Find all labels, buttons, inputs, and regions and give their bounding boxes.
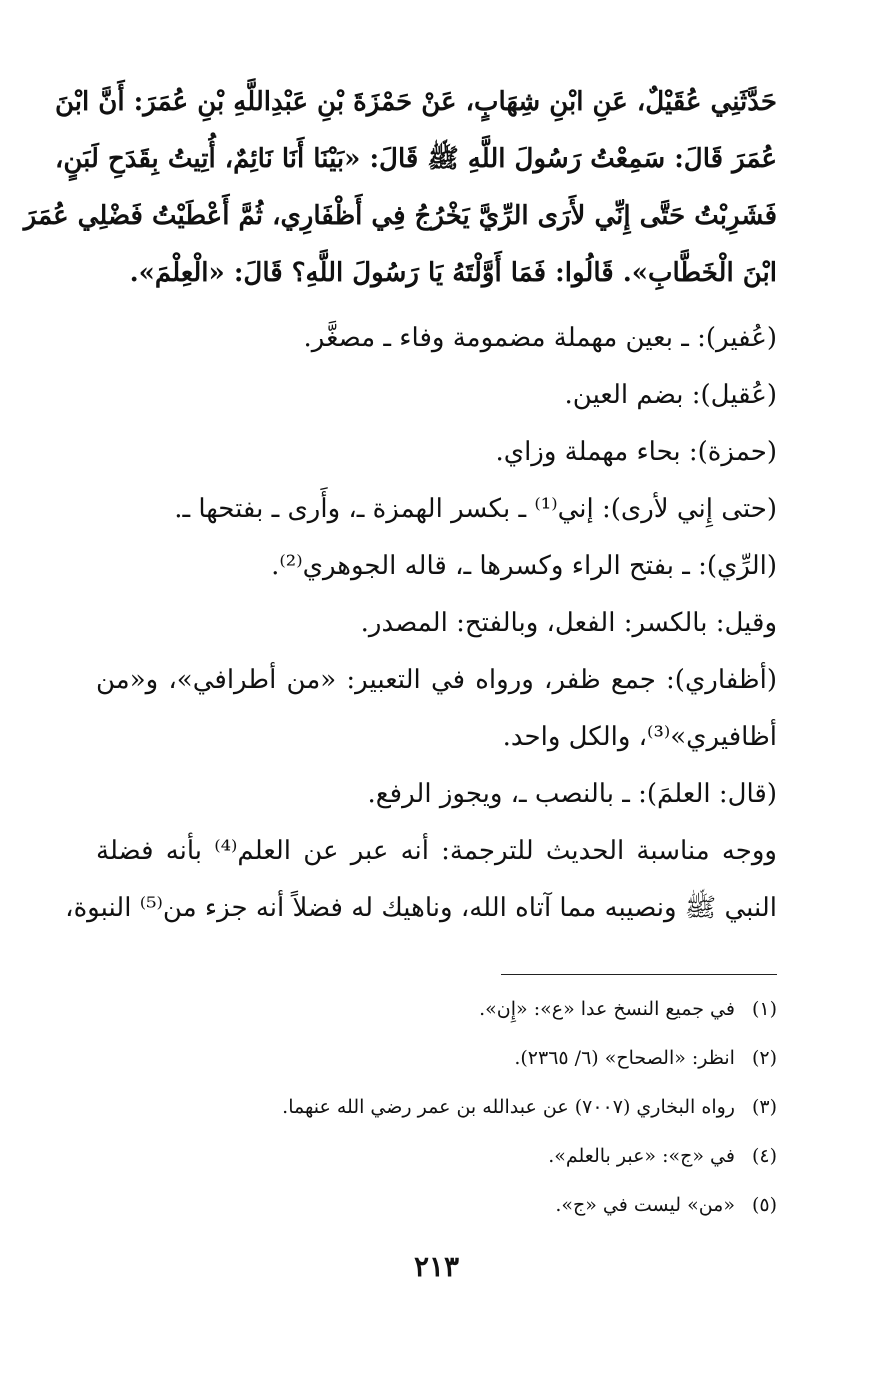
footnote-3: [120, 1083, 777, 1132]
footnote-text: انظر: «الصحاح» (٦/ ٢٣٦٥).: [514, 1047, 735, 1069]
hadith-line-3: فَشَرِبْتُ حَتَّى إِنِّي لأَرَى الرِّيَّ يَخْرُجُ فِي أَظْفَارِي، ثُمَّ أَعْطَيْتُ فَضْلِي عُمَرَ: [23, 201, 777, 231]
footnote-separator: [501, 974, 777, 975]
footnote-text: «من» ليست في «ج».: [555, 1194, 735, 1216]
commentary-uqayl: (عُقيل): بضم العين.: [564, 380, 777, 410]
commentary-qala: (قال: العلمَ): ـ بالنصب ـ، ويجوز الرفع.: [367, 779, 777, 809]
commentary-ufayr: (عُفير): ـ بعين مهملة مضمومة وفاء ـ مصغَّر.: [303, 323, 777, 353]
footnotes: [120, 985, 777, 1230]
main-text: [23, 74, 777, 937]
footnote-number: (٥): [751, 1194, 777, 1216]
footnote-number: (٤): [751, 1145, 777, 1167]
footnote-number: (٣): [751, 1096, 777, 1118]
hadith-line-4: ابْنَ الْخَطَّابِ». قَالُوا: فَمَا أَوَّلْتَهُ يَا رَسُولَ اللَّهِ؟ قَالَ: «الْعِلْمَ».: [129, 258, 777, 288]
footnote-text: في «ج»: «عبر بالعلم».: [548, 1145, 735, 1167]
footnote-5: [120, 1181, 777, 1230]
footnote-text: في جميع النسخ عدا «ع»: «إِن».: [479, 998, 735, 1020]
commentary-munasaba-1: ووجه مناسبة الحديث للترجمة: أنه عبر عن العلم⁽⁴⁾ بأنه فضلة: [96, 836, 777, 866]
hadith-line-1: حَدَّثَنِي عُقَيْلٌ، عَنِ ابْنِ شِهَابٍ، عَنْ حَمْزَةَ بْنِ عَبْدِاللَّهِ بْنِ عُمَرَ: أَنَّ ابْنَ: [55, 87, 777, 117]
footnote-1: [120, 985, 777, 1034]
commentary-azfari-1: (أظفاري): جمع ظفر، ورواه في التعبير: «من أطرافي»، و«من: [96, 665, 777, 695]
commentary-riyy: (الرِّي): ـ بفتح الراء وكسرها ـ، قاله الجوهري⁽²⁾.: [271, 551, 777, 581]
commentary-hatta: (حتى إِني لأرى): إني⁽¹⁾ ـ بكسر الهمزة ـ، وأَرى ـ بفتحها ـ.: [174, 494, 777, 524]
footnote-text: رواه البخاري (٧٠٠٧) عن عبدالله بن عمر رضي الله عنهما.: [282, 1096, 735, 1118]
commentary-azfari-2: أظافيري»⁽³⁾، والكل واحد.: [502, 722, 777, 752]
commentary-qila: وقيل: بالكسر: الفعل، وبالفتح: المصدر.: [360, 608, 777, 638]
commentary-hamza: (حمزة): بحاء مهملة وزاي.: [495, 437, 777, 467]
hadith-line-2: عُمَرَ قَالَ: سَمِعْتُ رَسُولَ اللَّهِ ﷺ قَالَ: «بَيْنَا أَنَا نَائِمٌ، أُتِيتُ بِقَدَحِ لَبَنٍ،: [54, 144, 777, 174]
footnote-number: (٢): [751, 1047, 777, 1069]
footnote-2: [120, 1034, 777, 1083]
footnote-number: (١): [751, 998, 777, 1020]
footnote-4: [120, 1132, 777, 1181]
commentary-munasaba-2: النبي ﷺ ونصيبه مما آتاه الله، وناهيك له فضلاً أنه جزء من⁽⁵⁾ النبوة،: [65, 893, 777, 923]
page-number: ٢١٣: [413, 1250, 460, 1283]
